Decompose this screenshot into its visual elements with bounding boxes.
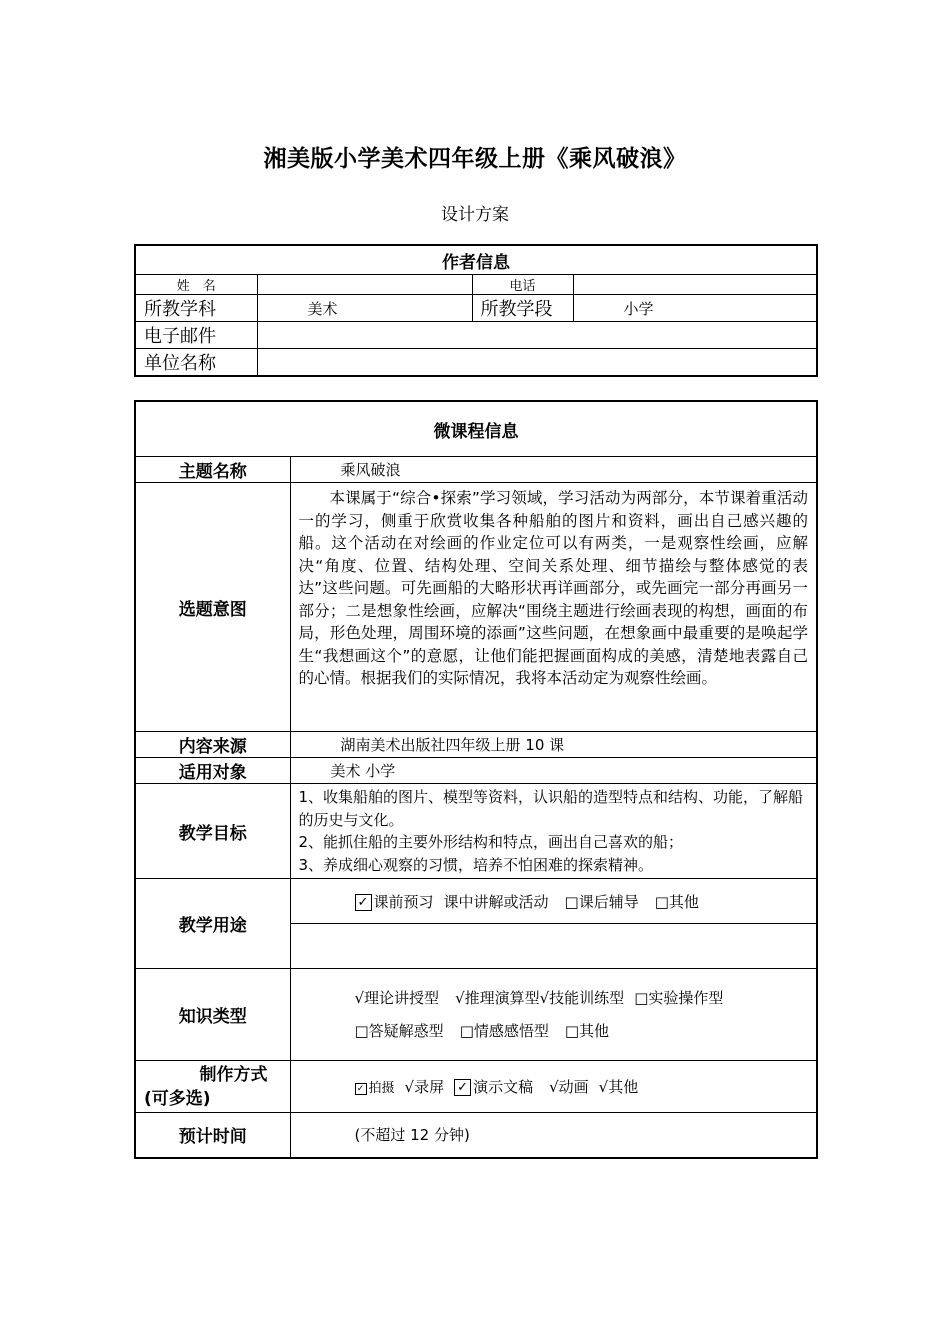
use-options-blank [290,924,817,969]
checkbox-checked-icon[interactable]: ✓ [355,894,372,911]
topic-label: 主题名称 [135,457,290,483]
use-option-in-class[interactable]: 课中讲解或活动 [443,892,549,911]
use-options [290,879,817,924]
name-label: 姓 名 [135,275,257,295]
stage-label: 所教学段 [472,295,573,322]
unit-value[interactable] [257,349,817,377]
knowledge-theory[interactable]: √理论讲授型 [354,988,440,1007]
email-value[interactable] [257,322,817,349]
knowledge-other[interactable]: □其他 [564,1021,610,1040]
use-option-after-class[interactable]: 课后辅导 [578,892,639,911]
goal-item: 1、收集船舶的图片、模型等资料，认识船的造型特点和结构、功能，了解船的历史与文化。 [298,788,804,829]
topic-value[interactable]: 乘风破浪 [290,457,817,483]
knowledge-emotion[interactable]: □情感感悟型 [459,1021,549,1040]
author-info-header: 作者信息 [135,245,817,275]
method-label: 制作方式 (可多选) [135,1061,290,1113]
source-value[interactable]: 湖南美术出版社四年级上册 10 课 [290,732,817,758]
name-value[interactable] [257,275,472,295]
method-animation[interactable]: √动画 [549,1078,589,1096]
goals-label: 教学目标 [135,784,290,879]
use-label: 教学用途 [135,879,290,969]
method-shoot[interactable]: 拍摄 [368,1081,395,1096]
method-slides[interactable]: 演示文稿 [473,1078,534,1096]
course-info-table [134,400,818,1159]
phone-label: 电话 [472,275,573,295]
use-option-other[interactable]: 其他 [668,892,699,911]
knowledge-experiment[interactable]: □实验操作型 [634,988,724,1007]
time-label: 预计时间 [135,1113,290,1158]
checkbox-checked-icon[interactable]: ✓ [454,1079,471,1096]
knowledge-options [290,969,817,1061]
method-options [290,1061,817,1113]
method-other[interactable]: √其他 [598,1078,639,1096]
phone-value[interactable] [573,275,817,295]
author-info-table [134,244,818,377]
unit-label: 单位名称 [135,349,257,377]
audience-value[interactable]: 美术 小学 [290,758,817,784]
goal-item: 2、能抓住船的主要外形结构和特点，画出自己喜欢的船； [298,833,684,851]
checkbox-empty-icon[interactable]: □ [654,892,669,911]
intent-text: 本课属于“综合•探索”学习领域，学习活动为两部分，本节课着重活动一的学习，侧重于欣赏收集各种船舶的图片和资料，画出自己感兴趣的船。这个活动在对绘画的作业定位可以有两类，一是观察性绘画，应解决“角度、位置、结构处理、空间关系处理、细节描绘与整体感觉的表达”这些问题。可先画船的大略形状再详画部分，或先画完一部分再画另一部分；二是想象性绘画，应解决“围绕主题进行绘画表现的构想，画面的布局，形色处理，周围环境的添画”这些问题，在想象画中最重要的是唤起学生“我想画这个”的意愿，让他们能把握画面构成的美感，清楚地表露自己的心情。根据我们的实际情况，我将本活动定为观察性绘画。 [290,483,817,732]
time-value[interactable]: (不超过 12 分钟) [290,1113,817,1158]
subject-value[interactable]: 美术 [257,295,472,322]
intent-label: 选题意图 [135,483,290,732]
knowledge-skill[interactable]: √技能训练型 [539,988,625,1007]
document-subtitle: 设计方案 [441,205,509,225]
document-title: 湘美版小学美术四年级上册《乘风破浪》 [263,146,687,172]
goal-item: 3、养成细心观察的习惯，培养不怕困难的探索精神。 [298,855,654,874]
source-label: 内容来源 [135,732,290,758]
use-option-preview[interactable]: 课前预习 [373,892,434,911]
audience-label: 适用对象 [135,758,290,784]
method-screen-record[interactable]: √录屏 [404,1078,445,1096]
checkbox-checked-small-icon[interactable]: ✓ [355,1083,367,1095]
email-label: 电子邮件 [135,322,257,349]
checkbox-empty-icon[interactable]: □ [564,892,579,911]
stage-value[interactable]: 小学 [573,295,817,322]
subject-label: 所教学科 [135,295,257,322]
knowledge-reasoning[interactable]: √推理演算型 [455,988,540,1007]
knowledge-label: 知识类型 [135,969,290,1061]
course-info-header: 微课程信息 [135,401,817,457]
goals-list [290,784,817,879]
knowledge-qa[interactable]: □答疑解惑型 [354,1021,444,1040]
